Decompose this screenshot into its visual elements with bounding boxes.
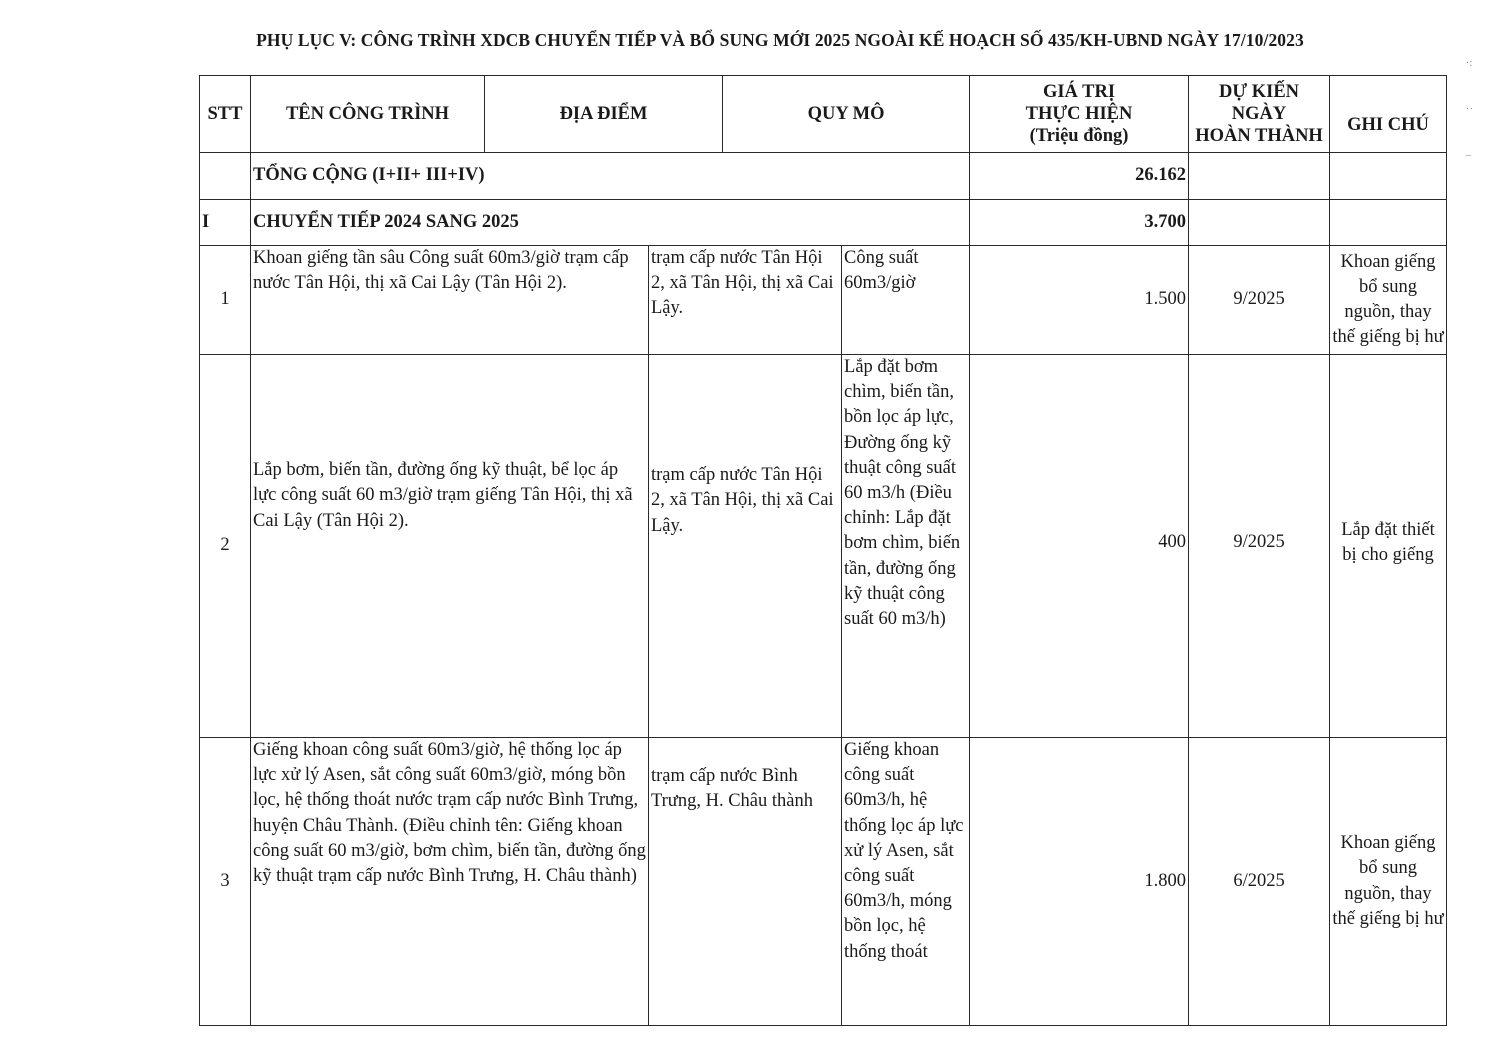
header-ten-cong-trinh: TÊN CÔNG TRÌNH [251, 76, 485, 153]
header-du-kien-ngay [1189, 76, 1330, 153]
header-gia-tri-line3: (Triệu đồng) [1029, 126, 1129, 146]
table-row [200, 355, 1447, 738]
header-ghi-chu: GHI CHÚ [1330, 76, 1447, 153]
section-label: CHUYỂN TIẾP 2024 SANG 2025 [251, 200, 970, 246]
header-ngay-line2: HOÀN THÀNH [1195, 126, 1323, 146]
row-ngay-hoan-thanh: 9/2025 [1189, 355, 1330, 738]
row-gia-tri: 400 [970, 355, 1189, 738]
header-stt: STT [200, 76, 251, 153]
section-ghichu [1330, 200, 1447, 246]
header-gia-tri [970, 76, 1189, 153]
table-row [200, 738, 1447, 1026]
row-dia-diem: trạm cấp nước Tân Hội 2, xã Tân Hội, thị xã Cai Lậy. [649, 246, 842, 355]
row-dia-diem: trạm cấp nước Tân Hội 2, xã Tân Hội, thị xã Cai Lậy. [649, 355, 842, 738]
total-ngay [1189, 153, 1330, 200]
row-dia-diem-text: trạm cấp nước Bình Trưng, H. Châu thành [651, 766, 813, 812]
row-ghi-chu: Khoan giếng bổ sung nguồn, thay thế giếng bị hư [1330, 246, 1447, 355]
row-quy-mo: Công suất 60m3/giờ [842, 246, 970, 355]
row-ngay-hoan-thanh: 6/2025 [1189, 738, 1330, 1026]
header-gia-tri-line2: THỰC HIỆN [1025, 104, 1133, 124]
section-row [200, 200, 1447, 246]
row-stt: 3 [200, 738, 251, 1026]
row-ghi-chu: Lắp đặt thiết bị cho giếng [1330, 355, 1447, 738]
row-ten-cong-trinh: Khoan giếng tần sâu Công suất 60m3/giờ trạm cấp nước Tân Hội, thị xã Cai Lậy (Tân Hội 2). [251, 246, 649, 355]
table-row [200, 246, 1447, 355]
section-stt: I [200, 200, 251, 246]
scan-specks: ·: ·· – [1465, 57, 1473, 161]
total-stt [200, 153, 251, 200]
section-ngay [1189, 200, 1330, 246]
row-quy-mo-text: Giếng khoan công suất 60m3/h, hệ thống lọc áp lực xử lý Asen, sắt công suất 60m3/h, móng bồn lọc, hệ thống thoát [844, 740, 964, 962]
header-quy-mo: QUY MÔ [723, 76, 970, 153]
row-ghi-chu: Khoan giếng bổ sung nguồn, thay thế giếng bị hư [1330, 738, 1447, 1026]
row-dia-diem [649, 738, 842, 1026]
row-gia-tri: 1.800 [970, 738, 1189, 1026]
row-quy-mo: Lắp đặt bơm chìm, biến tần, bồn lọc áp lực, Đường ống kỹ thuật công suất 60 m3/h (Điều chỉnh: Lắp đặt bơm chìm, biến tần, đường ống kỹ thuật công suất 60 m3/h) [842, 355, 970, 738]
total-label: TỔNG CỘNG (I+II+ III+IV) [251, 153, 970, 200]
row-stt: 2 [200, 355, 251, 738]
row-gia-tri: 1.500 [970, 246, 1189, 355]
header-dia-diem: ĐỊA ĐIỂM [485, 76, 723, 153]
table-header-row [200, 76, 1447, 153]
row-quy-mo [842, 738, 970, 1026]
header-gia-tri-line1: GIÁ TRỊ [1042, 82, 1116, 102]
header-ngay-line1: DỰ KIẾN NGÀY [1219, 82, 1300, 124]
row-ngay-hoan-thanh: 9/2025 [1189, 246, 1330, 355]
row-stt: 1 [200, 246, 251, 355]
row-ten-cong-trinh: Lắp bơm, biến tần, đường ống kỹ thuật, bể lọc áp lực công suất 60 m3/giờ trạm giếng Tân Hội, thị xã Cai Lậy (Tân Hội 2). [251, 355, 649, 738]
total-row [200, 153, 1447, 200]
page-title: PHỤ LỤC V: CÔNG TRÌNH XDCB CHUYỂN TIẾP VÀ BỔ SUNG MỚI 2025 NGOÀI KẾ HOẠCH SỐ 435/KH-UBND NGÀY 17/10/2023 [256, 30, 1304, 50]
section-value: 3.700 [970, 200, 1189, 246]
projects-table [199, 75, 1447, 1026]
total-ghichu [1330, 153, 1447, 200]
row-ten-cong-trinh: Giếng khoan công suất 60m3/giờ, hệ thống lọc áp lực xử lý Asen, sắt công suất 60m3/giờ, móng bồn lọc, hệ thống thoát nước trạm cấp nước Bình Trưng, huyện Châu Thành. (Điều chỉnh tên: Giếng khoan công suất 60 m3/giờ, bơm chìm, biến tần, đường ống kỹ thuật trạm cấp nước Bình Trưng, H. Châu thành) [251, 738, 649, 1026]
total-value: 26.162 [970, 153, 1189, 200]
